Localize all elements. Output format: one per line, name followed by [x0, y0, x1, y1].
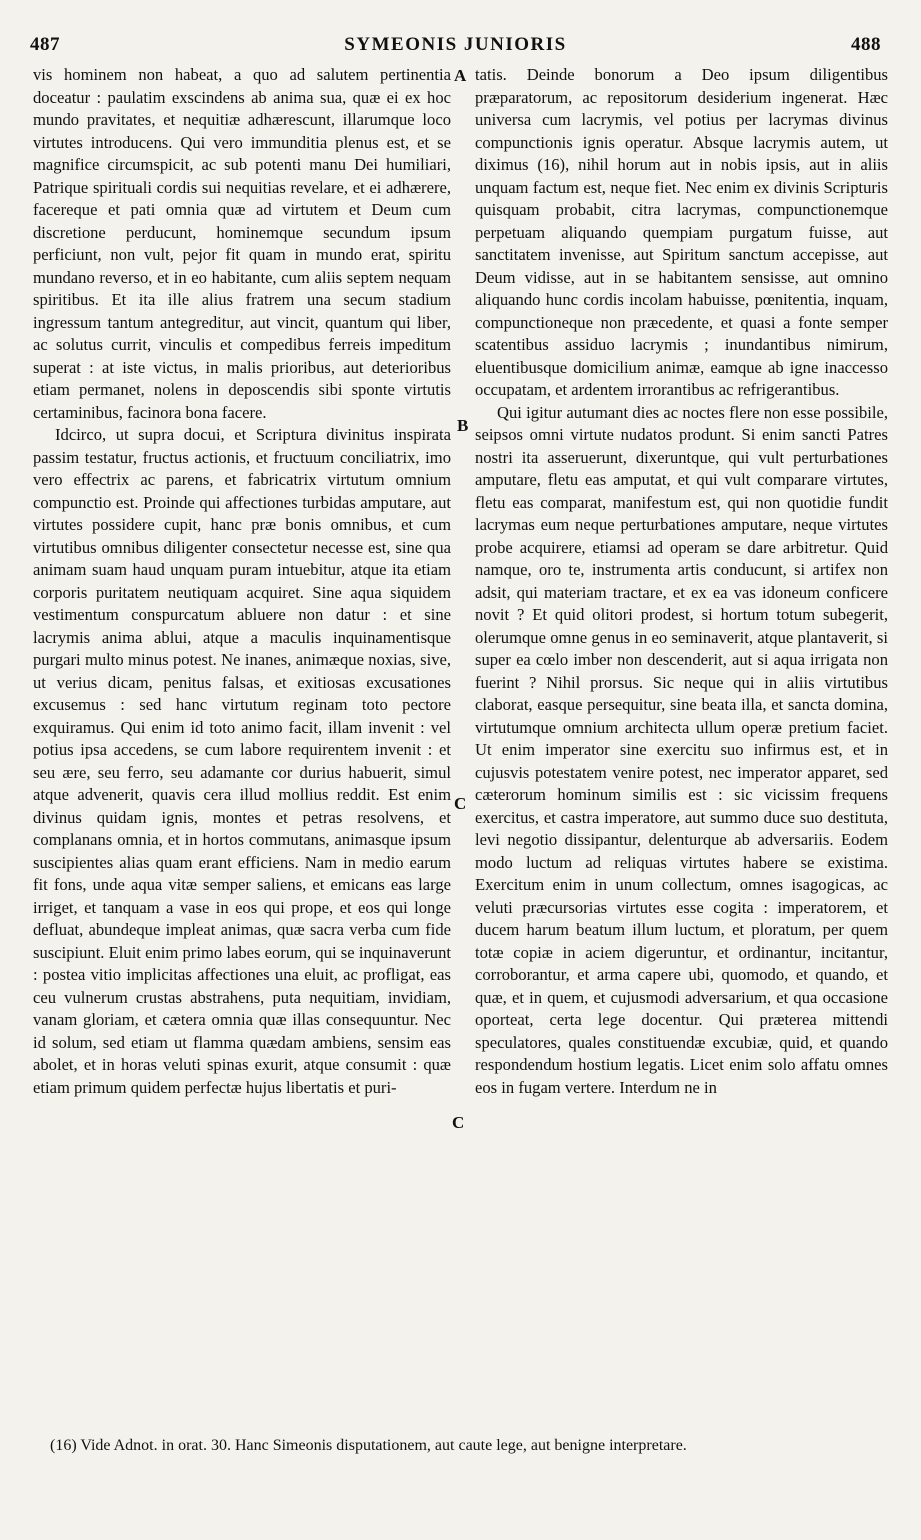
right-paragraph-1: tatis. Deinde bonorum a Deo ipsum diligentibus præparatorum, ac repositorum desiderium ingenerat. Hæc universa cum lacrymis, vel potius per lacrymas divinus compunctionis ignis operatur. Absque lacrymis autem, ut diximus (16), nihil horum aut in nobis ipsis, aut in aliis unquam factum est, neque fiet. Nec enim ex divinis Scripturis quisquam probabit, citra lacrymas, compunctionemque perpetuam aliquando quempiam purgatum fuisse, aut sanctitatem invenisse, aut Spiritum sanctum accepisse, aut Deum vidisse, aut in se habitantem sensisse, aut omnino aliquando hunc cordis incolam habuisse, pœnitentia, inquam, compunctioneque non præcedente, et quasi a fonte semper scatentibus assiduo lacrymis ; inundantibus nimirum, eluentibusque domicilium animæ, eamque ab igne inaccesso occupatam, et ardentem irrorantibus ac refrigerantibus. — [475, 65, 888, 399]
page-number-left: 487 — [30, 34, 60, 55]
right-paragraph-2: Qui igitur autumant dies ac noctes flere non esse possibile, seipsos omni virtute nudatos produnt. Si enim sancti Patres nostri ita asseruerunt, dixeruntque, qui vult perturbationes amputare, fletu eas amputat, et qui vult comparare virtutes, fletu eas comparat, manifestum est, qui non quotidie fundit lacrymas eum neque perturbationes amputare, neque virtutes probe acquirere, etiamsi ad operam se dare arbitretur. Quid namque, oro te, instrumenta artis conducunt, si artifex non adsit, qui materiam tractare, et ex ea vas idoneum conficere novit ? Et quid olitori prodest, si hortum totum subegerit, olerumque omne genus in eo seminaverit, atque plantaverit, si super ea cœlo imber non descenderit, aut si aqua irrigata non fuerint ? Nihil prorsus. Sic neque qui in aliis virtutibus claborat, easque persequitur, sine beata illa, et sancta domina, virtutumque omnium architecta ullum operæ pretium faciet. Ut enim imperator sine exercitu suo infirmus est, et in cujusvis potestatem venire potest, nec imperator apparet, sed cæterorum hominum similis est : sic vicissim frequens exercitus, et castra imperatore, aut summo duce suo destituta, levi negotio dissipantur, delenturque ab adversariis. Eodem modo luctum ad reliquas virtutes habere se existima. Exercitum enim in unum collectum, omnes isagogicas, ac veluti præcursorias virtutes esse cogita : imperatorem, et ducem harum beatum illum luctum, et ploratum, per quem totæ copiæ in aciem digeruntur, et ordinantur, incitantur, corroborantur, et arma capere ubi, quomodo, et quando, et quæ, et in quem, et cujusmodi adversarium, et qua occasione oporteat, certa lege docentur. Qui præterea mittendi speculatores, quales constituendæ excubiæ, quid, et quando respondendum hostium legatis. Licet enim solo affatu omnes eos in fugam vertere. Interdum ne in — [475, 402, 888, 1097]
section-marker-b: B — [457, 416, 469, 435]
section-marker-c-2: C — [452, 1113, 465, 1132]
page-header — [30, 34, 881, 60]
page-number-right: 488 — [851, 34, 881, 55]
right-column — [475, 64, 888, 1099]
left-paragraph-1: vis hominem non habeat, a quo ad salutem pertinentia doceatur : paulatim exscindens ab anima sua, quæ ei ex hoc mundo pravitates, et nequitiæ adhærescunt, illarumque loco virtutes introducens. Qui vero immunditia plenus est, et se magnifice circumspicit, ac sub potenti manu Dei humiliari, Patrique spirituali cordis sui nequitias revelare, et ei adhærere, facereque et pati omnia quæ ad virtutem et Deum cum discretione perducunt, hominemque secundum ipsum perficiunt, non vult, pejor fit quam in mundo erat, spiritu mundano reverso, et in eo habitante, cum aliis septem nequam spiritibus. Et ita ille alius fratrem una secum stadium ingressum tantum antegreditur, aut vincit, quantum qui liber, ac solutus currit, vinculis et compedibus ferreis impeditum superat : at iste victus, in malis prioribus, aut deterioribus etiam permanet, nolens in deposcendis sibi sponte virtutis certaminibus, facinora bona facere. — [33, 65, 451, 422]
section-marker-c-1: C — [454, 794, 467, 813]
left-paragraph-2: Idcirco, ut supra docui, et Scriptura divinitus inspirata passim testatur, fructus actionis, et fructuum conciliatrix, imo vero effectrix ac parens, et fabricatrix virtutum omnium compunctio est. Proinde qui affectiones turbidas amputare, aut virtutes possidere cupit, hanc præ bonis omnibus, et cum virtutibus omnibus diligenter consectetur necesse est, sine qua animam suam haud unquam puram intuebitur, atque ita etiam corporis puritatem neutiquam acquiret. Sine aqua siquidem vestimentum conspurcatum abluere non datur : et sine lacrymis anima ablui, atque a maculis inquinamentisque purgari multo minus potest. Ne inanes, animæque noxias, sive, ut verius dicam, penitus falsas, et exitiosas excusationes excusemus : sed hanc virtutum reginam toto pectore exquiramus. Qui enim id toto animo facit, illam invenit : vel potius ipsa accedens, se cum labore requirentem invenit : et seu ære, seu ferro, seu adamante cor durius habuerit, simul atque advenerit, quavis cera illud mollius reddit. Est enim divinus quidam ignis, montes et petras resolvens, et complanans omnia, et in hortos commutans, animasque ipsum suscipientes alias quam erant efficiens. Nam in medio earum fit fons, unde aqua vitæ semper saliens, et emicans eas large irriget, et tanquam a vase in eos qui prope, et eos qui longe defluat, abundeque impleat animas, quæ sacra verba cum fide suscipiunt. Eluit enim primo labes eorum, qui se inquinaverunt : postea vitio implicitas affectiones una eluit, ac profligat, eas ceu vulnerum crustas abstrahens, puta nequitiam, invidiam, vanam gloriam, et cætera omnia quæ illas consequuntur. Nec id solum, sed etiam ut flamma quædam ambiens, sensim eas abolet, et in horas veluti spinas exurit, atque consumit : quæ etiam primum quidem perfectæ hujus libertatis et puri- — [33, 425, 451, 1097]
running-title: SYMEONIS JUNIORIS — [344, 34, 567, 55]
left-column — [33, 64, 451, 1099]
section-marker-a: A — [454, 66, 467, 85]
footnote: (16) Vide Adnot. in orat. 30. Hanc Simeonis disputationem, aut caute lege, aut benigne interpretare. — [50, 1437, 687, 1454]
